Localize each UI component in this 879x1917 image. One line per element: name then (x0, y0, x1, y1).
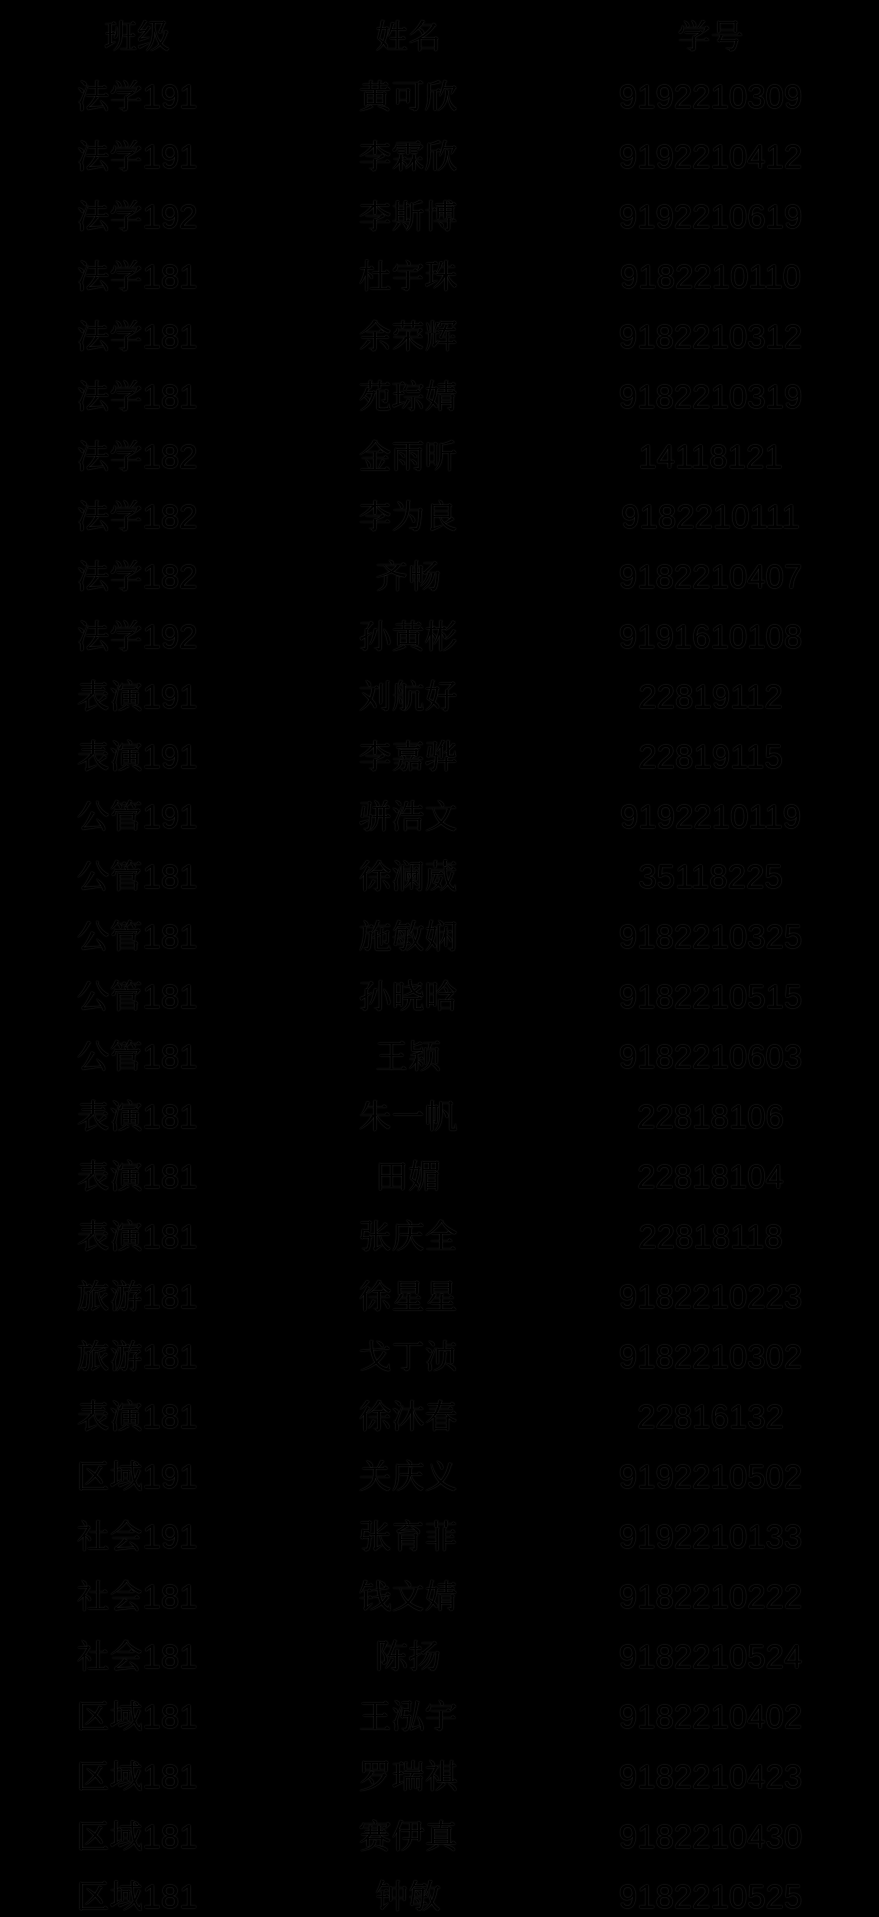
student-id-cell: 22818104 (637, 1157, 784, 1195)
student-id-cell: 9182210603 (618, 1037, 803, 1075)
class-cell: 公管181 (76, 917, 198, 955)
name-cell: 孙晓晗 (358, 977, 458, 1015)
table-row (0, 126, 879, 186)
name-cell: 钱文婧 (358, 1577, 458, 1615)
student-id-cell: 9182210407 (618, 557, 803, 595)
table-row (0, 1626, 879, 1686)
table-row (0, 1026, 879, 1086)
name-cell: 赛伊真 (358, 1817, 458, 1855)
table-row (0, 966, 879, 1026)
table-row (0, 486, 879, 546)
class-cell: 法学181 (76, 257, 198, 295)
table-header-row (0, 6, 879, 66)
table-row (0, 1146, 879, 1206)
class-cell: 法学191 (76, 137, 198, 175)
header-student-id: 学号 (677, 17, 744, 55)
class-cell: 旅游181 (76, 1277, 198, 1315)
student-id-cell: 9192210412 (618, 137, 803, 175)
student-id-cell: 9192210119 (619, 797, 802, 835)
class-cell: 区域181 (76, 1757, 198, 1795)
student-id-cell: 35118225 (638, 857, 783, 895)
class-cell: 社会191 (76, 1517, 198, 1555)
table-row (0, 726, 879, 786)
table-row (0, 186, 879, 246)
table-row (0, 1326, 879, 1386)
table-row (0, 906, 879, 966)
student-id-cell: 9182210222 (618, 1577, 803, 1615)
student-id-cell: 9182210402 (618, 1697, 803, 1735)
name-cell: 施敏娴 (358, 917, 458, 955)
class-cell: 公管181 (76, 1037, 198, 1075)
class-cell: 表演191 (76, 737, 198, 775)
table-row (0, 546, 879, 606)
header-name: 姓名 (375, 17, 441, 55)
table-row (0, 66, 879, 126)
student-id-cell: 9191610108 (618, 617, 803, 655)
name-cell: 张庆全 (358, 1217, 458, 1255)
name-cell: 罗瑞祺 (358, 1757, 458, 1795)
name-cell: 王泓宇 (358, 1697, 458, 1735)
student-id-cell: 22816132 (637, 1397, 784, 1435)
student-id-cell: 9182210302 (618, 1337, 803, 1375)
class-cell: 表演181 (76, 1397, 198, 1435)
name-cell: 徐星星 (358, 1277, 458, 1315)
class-cell: 区域181 (76, 1817, 198, 1855)
student-id-cell: 22818106 (637, 1097, 784, 1135)
table-row (0, 426, 879, 486)
student-id-cell: 9182210111 (621, 497, 800, 535)
name-cell: 田媚 (375, 1157, 441, 1195)
table-row (0, 1086, 879, 1146)
table-row (0, 1686, 879, 1746)
class-cell: 公管191 (76, 797, 198, 835)
class-cell: 社会181 (76, 1637, 198, 1675)
student-id-cell: 9192210619 (618, 197, 803, 235)
class-cell: 社会181 (76, 1577, 198, 1615)
class-cell: 公管181 (76, 977, 198, 1015)
student-id-cell: 9182210110 (619, 257, 802, 295)
name-cell: 黄可欣 (358, 77, 458, 115)
table-row (0, 246, 879, 306)
class-cell: 区域191 (76, 1457, 198, 1495)
student-id-cell: 9182210312 (618, 317, 803, 355)
name-cell: 徐沐春 (358, 1397, 458, 1435)
table-row (0, 1506, 879, 1566)
class-cell: 法学192 (76, 197, 198, 235)
student-id-cell: 9192210133 (618, 1517, 803, 1555)
name-cell: 孙黄彬 (358, 617, 458, 655)
class-cell: 法学182 (76, 557, 198, 595)
table-body (0, 66, 879, 1917)
name-cell: 李斯博 (358, 197, 458, 235)
student-id-cell: 9192210502 (618, 1457, 803, 1495)
name-cell: 余荣辉 (358, 317, 458, 355)
student-id-cell: 9182210423 (618, 1757, 803, 1795)
class-cell: 表演181 (76, 1097, 198, 1135)
name-cell: 朱一帆 (358, 1097, 458, 1135)
class-cell: 法学191 (76, 77, 198, 115)
table-row (0, 1566, 879, 1626)
class-cell: 法学182 (76, 497, 198, 535)
student-roster-table (0, 6, 879, 1917)
table-row (0, 366, 879, 426)
table-row (0, 786, 879, 846)
table-row (0, 1386, 879, 1446)
table-row (0, 606, 879, 666)
name-cell: 关庆义 (358, 1457, 458, 1495)
header-class: 班级 (104, 17, 170, 55)
class-cell: 区域181 (76, 1877, 198, 1915)
student-id-cell: 9182210524 (618, 1637, 803, 1675)
name-cell: 杜宇珠 (358, 257, 458, 295)
student-id-cell: 22819115 (638, 737, 783, 775)
name-cell: 陈扬 (375, 1637, 441, 1675)
student-id-cell: 9192210309 (618, 77, 803, 115)
table-row (0, 1206, 879, 1266)
student-id-cell: 22819112 (638, 677, 783, 715)
name-cell: 钟敏 (375, 1877, 441, 1915)
table-row (0, 846, 879, 906)
class-cell: 表演181 (76, 1157, 198, 1195)
name-cell: 金雨昕 (358, 437, 458, 475)
name-cell: 李霖欣 (358, 137, 458, 175)
table-row (0, 666, 879, 726)
student-id-cell: 9182210319 (618, 377, 803, 415)
student-id-cell: 9182210525 (618, 1877, 803, 1915)
class-cell: 区域181 (76, 1697, 198, 1735)
class-cell: 法学181 (76, 377, 198, 415)
name-cell: 苑琮婧 (358, 377, 458, 415)
class-cell: 表演191 (76, 677, 198, 715)
name-cell: 徐澜葳 (358, 857, 458, 895)
name-cell: 刘航好 (358, 677, 458, 715)
table-row (0, 1866, 879, 1917)
student-id-cell: 9182210223 (618, 1277, 803, 1315)
table-row (0, 1446, 879, 1506)
student-id-cell: 9182210325 (618, 917, 803, 955)
name-cell: 张育菲 (358, 1517, 458, 1555)
name-cell: 戈丁浈 (358, 1337, 458, 1375)
student-id-cell: 22818118 (638, 1217, 783, 1255)
class-cell: 表演181 (76, 1217, 198, 1255)
table-row (0, 1806, 879, 1866)
name-cell: 骈浩文 (358, 797, 458, 835)
name-cell: 李为良 (358, 497, 458, 535)
class-cell: 旅游181 (76, 1337, 198, 1375)
class-cell: 法学192 (76, 617, 198, 655)
name-cell: 王颖 (375, 1037, 441, 1075)
name-cell: 齐畅 (375, 557, 441, 595)
class-cell: 法学181 (76, 317, 198, 355)
student-id-cell: 14118121 (638, 437, 783, 475)
student-id-cell: 9182210515 (618, 977, 803, 1015)
table-row (0, 1266, 879, 1326)
student-id-cell: 9182210430 (618, 1817, 803, 1855)
table-row (0, 306, 879, 366)
class-cell: 公管181 (76, 857, 198, 895)
name-cell: 李嘉骅 (358, 737, 458, 775)
class-cell: 法学182 (76, 437, 198, 475)
table-row (0, 1746, 879, 1806)
